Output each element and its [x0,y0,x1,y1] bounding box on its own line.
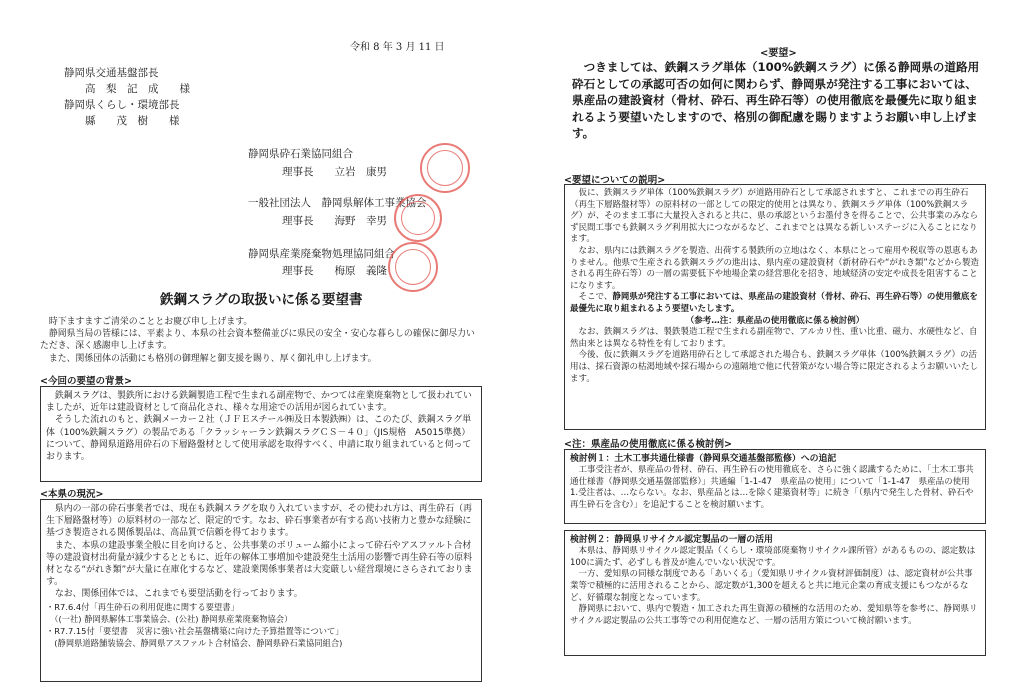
case1-paragraph: 工事受注者が、県産品の骨材、砕石、再生砕石の使用徹底を、さらに強く認識するために、「土木工事共通仕様書（静岡県交通基盤部監修）」共通編「1-1-47 県産品の使用」について「1-1-47 県産品の使用 1.受注者は、…ならない。なお、県産品とは…を除く建築資材等」に続き「（県内で発生した骨材、砕石や再生砕石を含む）」を追記することを検討願います。 [570,465,979,510]
case1-box [564,449,986,524]
current-paragraph: また、本県の建設事業全般に目を向けると、公共事業のボリューム縮小によって砕石やアスファルト合材等の建設資材出荷量が減少するとともに、近年の解体工事増加や建設発生土活用の影響で再生砕石等の原料材となる“がれき類”が大量に在庫化するなど、建設業関係事業者は大変厳しい経営環境にさらされております。 [46,540,473,588]
addressee-line: 縣 茂 樹 様 [64,115,180,127]
request-paragraph: つきましては、鉄鋼スラグ単体（100%鉄鋼スラグ）に係る静岡県の道路用砕石としての承認可否の如何に関わらず、静岡県が発注する工事においては、県産品の建設資材（骨材、砕石、再生砕石等）の使用徹底を最優先に取り組まれるよう要望いたしますので、格別の御配慮を賜りますようお願い申し上げます。 [572,60,980,140]
reference-note: （参考…注：県産品の使用徹底に係る検討例） [685,315,865,326]
greeting-paragraph: また、関係団体の活動にも格別の御理解と御支援を賜り、厚く御礼申し上げます。 [48,353,377,364]
note-heading: <注：県産品の使用徹底に係る検討例> [564,439,732,450]
current-paragraph: なお、関係団体では、これまでも要望活動を行っております。 [54,589,303,600]
addressee-line: 静岡県くらし・環境部長 [64,99,180,111]
request-history-item: ・R7.7.15付「要望書 災害に強い社会基盤構築に向けた予算措置等について」 [46,626,344,637]
sender-org: 一般社団法人 静岡県解体工事業協会 [248,197,427,209]
request-history-item: (静岡県道路舗装協会、静岡県アスファルト合材協会、静岡県砕石業協同組合) [46,638,343,649]
greeting-paragraph: 静岡県当局の皆様には、平素より、本県の社会資本整備並びに県民の安全・安心な暮らしの確保に御尽力いただき、深く感謝申し上げます。 [40,329,475,352]
request-heading: <要望> [760,48,797,59]
seal-stamp [394,194,442,242]
document-date: 令和 8 年 3 月 11 日 [350,42,445,53]
current-status-heading: <本県の現況> [40,489,104,500]
addressee-line: 高 梨 記 成 様 [64,83,190,95]
case2-paragraph: 本県は、静岡県リサイクル認定製品（くらし・環境部廃棄物リサイクル課所管）があるものの、認定数は100に満たず、必ずしも普及が進んでいない状況です。 [570,546,976,568]
sender-name: 理事長 海野 幸男 [282,215,387,227]
emphasis-intro: そこで、 [578,292,613,303]
explanation-paragraph: 仮に、鉄鋼スラグ単体（100%鉄鋼スラグ）が道路用砕石として承認されますと、これまでの再生砕石（再生下層路盤材等）の原料材の一部としての限定的使用とは異なり、鉄鋼スラグ単体（100%鉄鋼スラグ）が、そのまま工事に大量投入されると共に、県の承認というお墨付きを得ることで、公共事業のみならず民間工事でも鉄鋼スラグ利用拡大につながるなど、これまでとは異なる新しいステージに入ることになります。 [570,188,979,245]
request-history-item: ・R7.6.4付「再生砕石の利用促進に関する要望書」 [46,601,239,612]
addressee-line: 静岡県交通基盤部長 [64,67,159,79]
case2-box [564,530,986,656]
case2-paragraph: 静岡県において、県内で製造・加工された再生資源の積極的な活用のため、愛知県等を参考に、静岡県リサイクル認定製品の公共工事等での利用促進など、一層の活用方策について検討願います。 [570,604,978,626]
explanation-heading: <要望についての説明> [564,175,666,186]
explanation-paragraph: 今後、仮に鉄鋼スラグを道路用砕石として承認された場合も、鉄鋼スラグ単体（100%鉄鋼スラグ）の活用は、採石資源の枯渇地域や採石場からの遠隔地で他に代替策がない場合等に限定されるようお願いいたします。 [570,350,979,384]
background-paragraph: 鉄鋼スラグは、製鉄所における鉄鋼製造工程で生まれる副産物で、かつては産業廃棄物として扱われていましたが、近年は建設資材として商品化され、様々な用途での活用が図られています。 [46,391,472,414]
case1-title: 検討例１：土木工事共通仕様書（静岡県交通基盤部監修）への追記 [570,454,837,464]
sender-org: 静岡県砕石業協同組合 [248,148,353,160]
explanation-emphasis [570,292,980,315]
sender-name: 理事長 立岩 康男 [282,166,387,178]
sender-name: 理事長 梅原 義隆 [282,265,387,277]
greeting-section [40,316,480,365]
greeting-paragraph: 時下ますますご清栄のこととお慶び申し上げます。 [48,317,253,327]
request-body [572,59,982,142]
background-heading: <今回の要望の背景> [40,376,132,387]
explanation-paragraph: なお、鉄鋼スラグは、製鉄製造工程で生まれる副産物で、アルカリ性、重い比重、磁力、水硬性など、自然由来とは異なる特性を有しております。 [570,327,978,349]
emphasis-text: 静岡県が発注する工事においては、県産品の建設資材（骨材、砕石、再生砕石等）の使用徹底を最優先に取り組まれるよう要望いたします。 [570,292,978,314]
background-box [40,386,482,482]
explanation-paragraph: なお、県内には鉄鋼スラグを製造、出荷する製鉄所の立地はなく、本県にとって雇用や税収等の恩恵もありません。他県で生産される鉄鋼スラグの進出は、県内産の建設資材（新材砕石や“がれき類”などから製造される再生砕石等）の一層の需要低下や地場企業の経営悪化を招き、地域経済の安定や成長を阻害することになります。 [570,245,979,291]
background-paragraph: そうした流れのもと、鉄鋼メーカー２社（ＪＦＥスチール㈱及日本製鉄㈱）は、このたび、鉄鋼スラグ単体（100%鉄鋼スラグ）の製品である「クラッシャーラン鉄鋼スラグＣＳ－４０」（JIS規格 A5015準拠）について、静岡県道路用砕石の下層路盤材として使用承認を取得すべく、申請に取り組まれていると伺っております。 [46,415,472,463]
explanation-box [564,184,986,430]
case2-title: 検討例２：静岡県リサイクル認定製品の一層の活用 [570,535,773,545]
seal-stamp [420,143,470,193]
seal-stamp [388,242,438,292]
current-status-box [40,499,482,682]
current-paragraph: 県内の一部の砕石事業者では、現在も鉄鋼スラグを取り入れていますが、その使われ方は、再生砕石（再生下層路盤材等）の原料材の一部など、限定的です。なお、砕石事業者が有する高い技術力と豊かな経験に基づき製造される関係製品は、高品質で信頼を得ております。 [46,504,473,539]
request-history-item: （(一社) 静岡県解体工事業協会、(公社) 静岡県産業廃棄物協会） [46,613,293,624]
document-title: 鉄鋼スラグの取扱いに係る要望書 [160,292,363,308]
sender-org: 静岡県産業廃棄物処理協同組合 [248,248,395,260]
case2-paragraph: 一方、愛知県の同様な制度である「あいくる」（愛知県リサイクル資材評価制度）は、認定資材が公共事業等で積極的に活用されることから、認定数が1,300を超えると共に地元企業の育成支援にもつながるなど、好循環な制度となっています。 [570,569,973,603]
